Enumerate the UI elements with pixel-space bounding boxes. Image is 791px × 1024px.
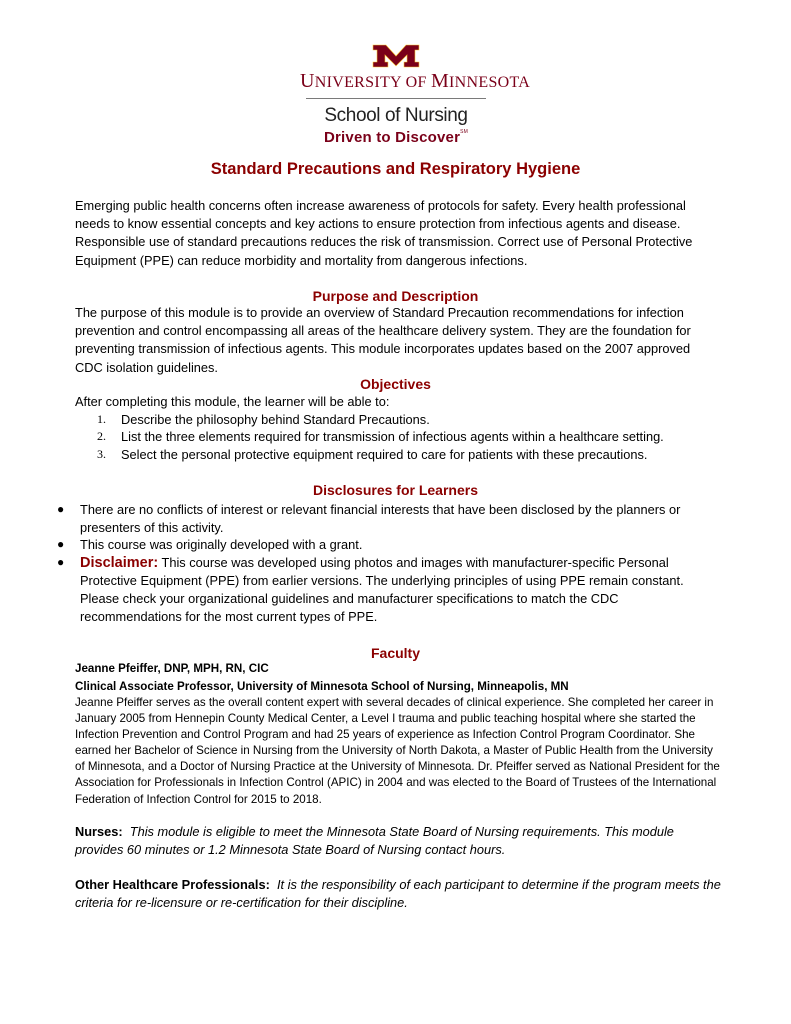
objective-item: 3. Select the personal protective equipment required to care for patients with these precautions.: [97, 446, 648, 462]
school-name: School of Nursing: [324, 105, 468, 126]
page-title: Standard Precautions and Respiratory Hygiene: [210, 160, 581, 178]
tagline: Driven to Discover℠: [323, 129, 469, 146]
objective-item: 1. Describe the philosophy behind Standard Precautions.: [97, 412, 430, 427]
disclosure-item: ● This course was originally developed with a grant.: [57, 537, 363, 553]
faculty-name: Jeanne Pfeiffer, DNP, MPH, RN, CIC: [75, 662, 269, 675]
disclaimer-label: Disclaimer:: [80, 554, 159, 571]
faculty-bio: Jeanne Pfeiffer serves as the overall content expert with several decades of clinical experience. She completed her career in January 2005 from Hennepin County Medical Center, a Level I trauma and public teaching hospital where she started the Infection Prevention and Control Program and had 25 years of experience as Infection Control Program Coordinator. She earned her Bachelor of Science in Nursing from the University of North Dakota, a Master of Public Health from the University of Minnesota, and a Doctor of Nursing Practice at the University of Minnesota. Dr. Pfeiffer served as National President for the Association for Professionals in Infection Control (APIC) in 2004 and was elected to the Board of Trustees of the International Federation of Infection Control for 2015 to 2018.: [75, 696, 720, 806]
bullet-icon: ●: [57, 502, 65, 516]
intro-paragraph: Emerging public health concerns often increase awareness of protocols for safety. Every health professional needs to know essential concepts and key actions to ensure protection from infectious agents and disease. Responsible use of standard precautions reduces the risk of transmission. Correct use of Personal Protective Equipment (PPE) can reduce morbidity and mortality from dangerous infections.: [75, 198, 693, 268]
purpose-heading: Purpose and Description: [312, 288, 479, 304]
other-professionals-text: It is the responsibility of each participant to determine if the program meets the criteria for re-licensure or re-certification for their discipline.: [75, 877, 721, 911]
faculty-position: Clinical Associate Professor, University of Minnesota School of Nursing, Minneapolis, MN: [75, 680, 569, 693]
objectives-heading: Objectives: [360, 376, 431, 392]
university-wordmark: UNIVERSITY OF MINNESOTA: [300, 70, 531, 92]
objectives-list: [97, 411, 737, 463]
nurses-text: This module is eligible to meet the Minnesota State Board of Nursing requirements. This module provides 60 minutes or 1.2 Minnesota State Board of Nursing contact hours.: [75, 824, 674, 858]
nurses-label: Nurses:: [75, 824, 123, 839]
nurses-credit: [75, 823, 725, 860]
disclosures-heading: Disclosures for Learners: [313, 482, 478, 498]
disclaimer-item: [55, 554, 715, 625]
logo-divider: [306, 98, 486, 99]
faculty-heading: Faculty: [370, 645, 420, 661]
other-professionals-label: Other Healthcare Professionals:: [75, 877, 270, 892]
objective-item: 2. List the three elements required for transmission of infectious agents within a healthcare setting.: [97, 429, 664, 445]
other-professionals-credit: [75, 876, 725, 913]
service-mark: SM: [460, 129, 469, 135]
bullet-icon: ●: [57, 537, 65, 552]
objectives-lead: After completing this module, the learner will be able to:: [75, 394, 390, 409]
bullet-icon: ●: [57, 554, 65, 569]
university-logo: [300, 44, 531, 146]
disclosure-item: ● There are no conflicts of interest or relevant financial interests that have been disclosed by the planners or presenters of this activity.: [57, 502, 681, 535]
block-m-logo-icon: [371, 44, 421, 68]
disclosures-list: [55, 501, 715, 625]
purpose-paragraph: The purpose of this module is to provide an overview of Standard Precaution recommendations for infection prevention and control encompassing all areas of the healthcare delivery system. They are the foundation for preventing transmission of infectious agents. This module incorporates updates based on the 2007 approved CDC isolation guidelines.: [75, 305, 691, 375]
disclaimer-text: This course was developed using photos and images with manufacturer-specific Personal Protective Equipment (PPE) from earlier versions. The underlying principles of using PPE remain constant. Please check your organizational guidelines and manufacturer specifications to match the CDC recommendations for the most current types of PPE.: [80, 554, 684, 624]
